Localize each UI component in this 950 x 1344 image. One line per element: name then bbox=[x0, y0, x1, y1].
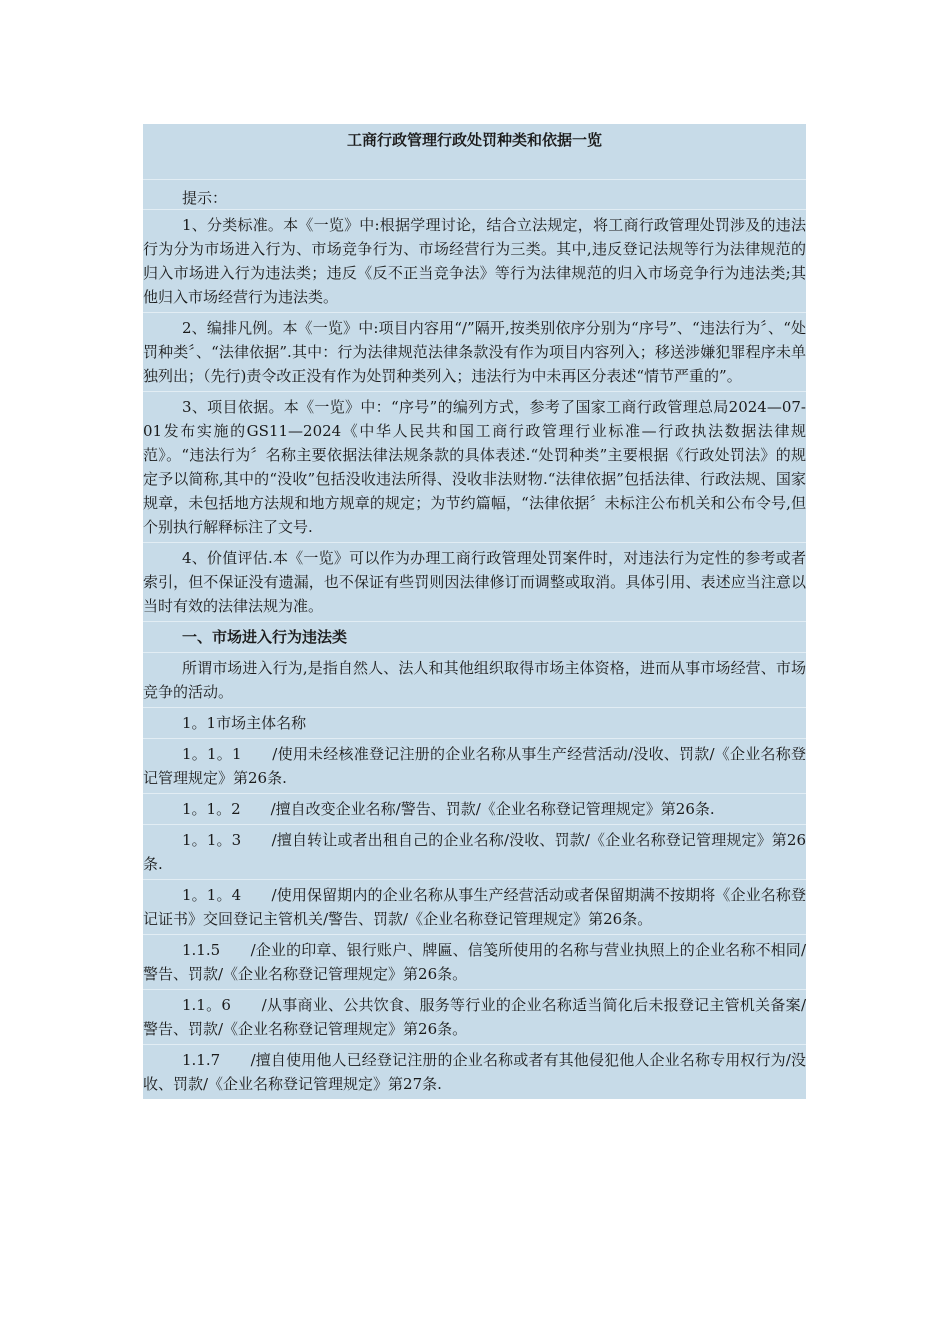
list-item: 1。1。4 /使用保留期内的企业名称从事生产经营活动或者保留期满不按期将《企业名称登记证书》交回登记主管机关/警告、罚款/《企业名称登记管理规定》第26条。 bbox=[143, 879, 806, 934]
paragraph-classification: 1、分类标准。本《一览》中:根据学理讨论，结合立法规定，将工商行政管理处罚涉及的违法行为分为市场进入行为、市场竞争行为、市场经营行为三类。其中,违反登记法规等行为法律规范的归入市场进入行为违法类；违反《反不正当竞争法》等行为法律规范的归入市场竞争行为违法类;其他归入市场经营行为违法类。 bbox=[143, 209, 806, 312]
section-heading: 一、市场进入行为违法类 bbox=[143, 621, 806, 652]
section-intro: 所谓市场进入行为,是指自然人、法人和其他组织取得市场主体资格，进而从事市场经营、市场竞争的活动。 bbox=[143, 652, 806, 707]
paragraph-layout-rules: 2、编排凡例。本《一览》中:项目内容用“/”隔开,按类别依序分别为“序号”、“违法行为〞、“处罚种类〞、“法律依据”.其中：行为法律规范法律条款没有作为项目内容列入；移送涉嫌犯罪程序未单独列出；（先行)责令改正没有作为处罚种类列入；违法行为中未再区分表述“情节严重的”。 bbox=[143, 312, 806, 391]
list-item: 1。1。1 /使用未经核准登记注册的企业名称从事生产经营活动/没收、罚款/《企业名称登记管理规定》第26条. bbox=[143, 738, 806, 793]
list-item: 1.1。6 /从事商业、公共饮食、服务等行业的企业名称适当简化后未报登记主管机关备案/警告、罚款/《企业名称登记管理规定》第26条。 bbox=[143, 989, 806, 1044]
paragraph-basis: 3、项目依据。本《一览》中：“序号”的编列方式，参考了国家工商行政管理总局2024—07-01发布实施的GS11—2024《中华人民共和国工商行政管理行业标准—行政执法数据法律规范》。“违法行为〞名称主要依据法律法规条款的具体表述.“处罚种类”主要根据《行政处罚法》的规定予以简称,其中的“没收”包括没收违法所得、没收非法财物.“法律依据”包括法律、行政法规、国家规章，未包括地方法规和地方规章的规定；为节约篇幅，“法律依据〞未标注公布机关和公布令号,但个别执行解释标注了文号. bbox=[143, 391, 806, 542]
paragraph-value-assessment: 4、价值评估.本《一览》可以作为办理工商行政管理处罚案件时，对违法行为定性的参考或者索引，但不保证没有遗漏，也不保证有些罚则因法律修订而调整或取消。具体引用、表述应当注意以当时有效的法律法规为准。 bbox=[143, 542, 806, 621]
page-title: 工商行政管理行政处罚种类和依据一览 bbox=[346, 131, 602, 149]
subsection-title: 1。1市场主体名称 bbox=[143, 707, 806, 738]
list-item: 1。1。3 /擅自转让或者出租自己的企业名称/没收、罚款/《企业名称登记管理规定》第26条. bbox=[143, 824, 806, 879]
hint-label: 提示： bbox=[143, 179, 806, 209]
list-item: 1。1。2 /擅自改变企业名称/警告、罚款/《企业名称登记管理规定》第26条. bbox=[143, 793, 806, 824]
list-item: 1.1.5 /企业的印章、银行账户、牌匾、信笺所使用的名称与营业执照上的企业名称不相同/警告、罚款/《企业名称登记管理规定》第26条。 bbox=[143, 934, 806, 989]
document-body bbox=[143, 124, 806, 1099]
list-item: 1.1.7 /擅自使用他人已经登记注册的企业名称或者有其他侵犯他人企业名称专用权行为/没收、罚款/《企业名称登记管理规定》第27条. bbox=[143, 1044, 806, 1099]
